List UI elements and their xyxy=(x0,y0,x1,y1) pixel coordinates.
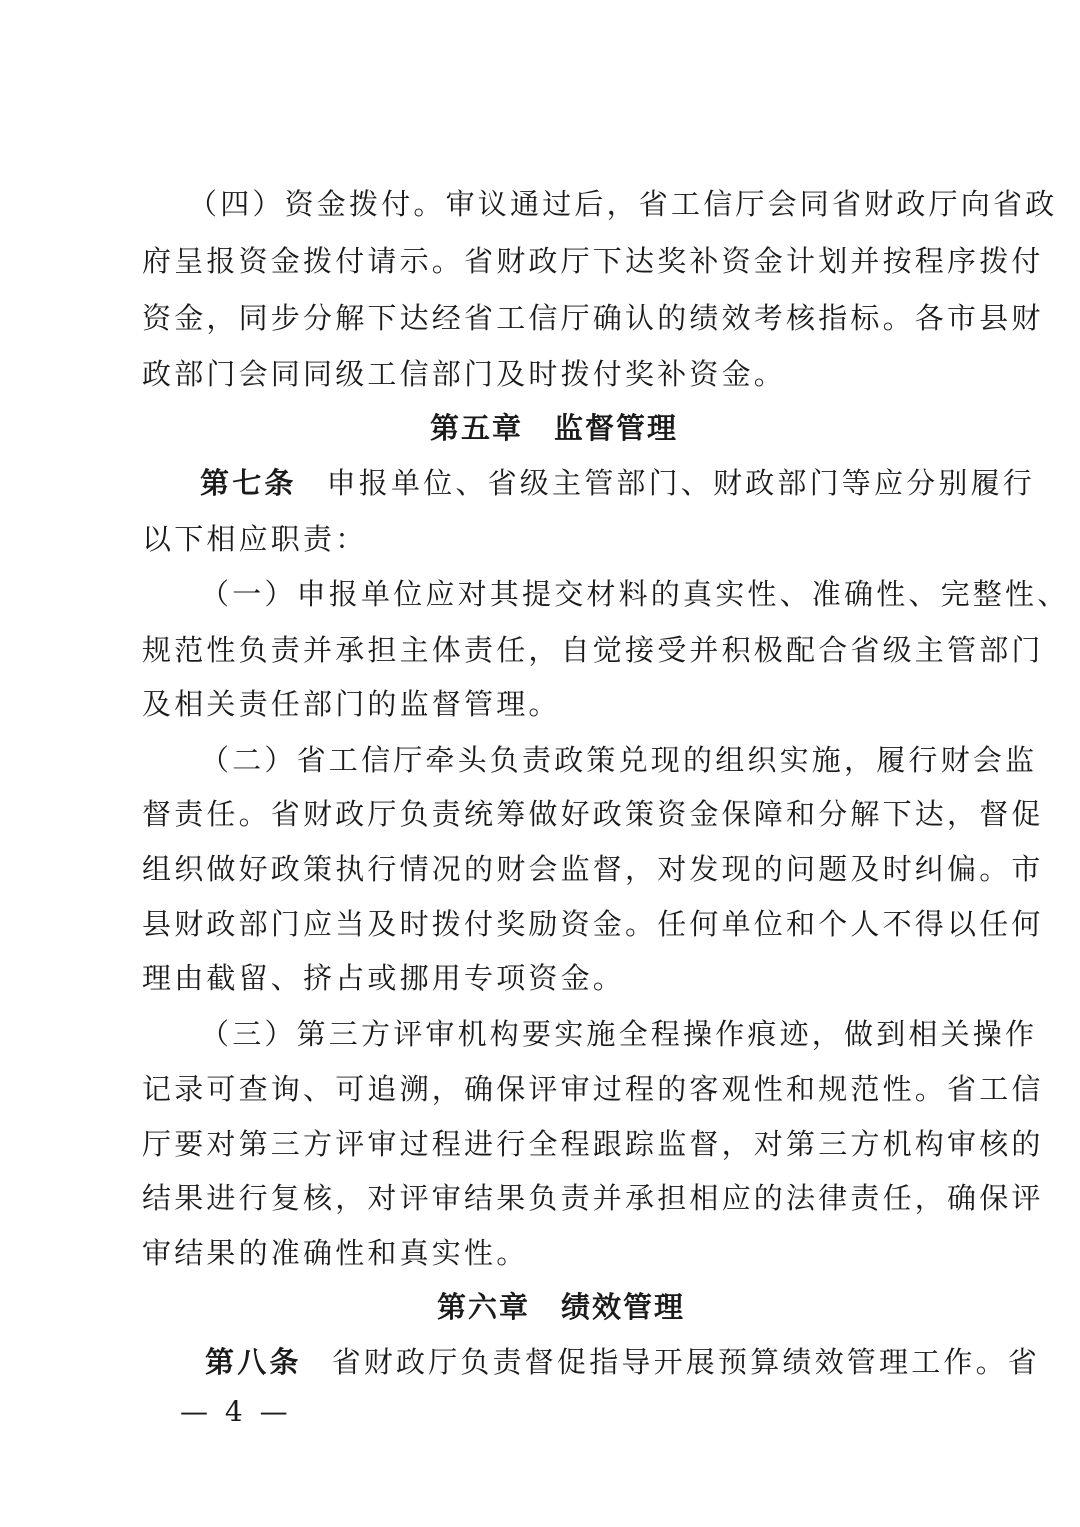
article-8-text: 省财政厅负责督促指导开展预算绩效管理工作。省 xyxy=(331,1345,1041,1379)
chapter-5-heading: 第五章 监督管理 xyxy=(430,411,679,445)
item3-line-5: 审结果的准确性和真实性。 xyxy=(142,1236,529,1270)
article-8-label: 第八条 xyxy=(205,1345,302,1379)
item2-line-5: 理由截留、挤占或挪用专项资金。 xyxy=(142,961,626,995)
item1-line-3: 及相关责任部门的监督管理。 xyxy=(142,687,561,721)
item3-line-1: （三）第三方评审机构要实施全程操作痕迹，做到相关操作 xyxy=(200,1017,1038,1051)
page-number: — 4 — xyxy=(180,1395,292,1428)
article-7-label: 第七条 xyxy=(200,466,297,500)
item3-line-3: 厅要对第三方评审过程进行全程跟踪监督，对第三方机构审核的 xyxy=(142,1127,1044,1161)
para1-line-4: 政部门会同同级工信部门及时拨付奖补资金。 xyxy=(142,357,787,391)
article-8-line-1 xyxy=(205,1342,1040,1382)
para1-line-3: 资金，同步分解下达经省工信厅确认的绩效考核指标。各市县财 xyxy=(142,301,1044,335)
article-7-text: 申报单位、省级主管部门、财政部门等应分别履行 xyxy=(326,466,1036,500)
item1-line-1: （一）申报单位应对其提交材料的真实性、准确性、完整性、 xyxy=(200,577,1070,611)
item2-line-3: 组织做好政策执行情况的财会监督，对发现的问题及时纠偏。市 xyxy=(142,852,1044,886)
article-7-line-1 xyxy=(200,463,1035,503)
item2-line-4: 县财政部门应当及时拨付奖励资金。任何单位和个人不得以任何 xyxy=(142,907,1044,941)
para1-line-1: （四）资金拨付。审议通过后，省工信厅会同省财政厅向省政 xyxy=(188,187,1058,221)
article-7-line-2: 以下相应职责： xyxy=(142,522,368,556)
item3-line-4: 结果进行复核，对评审结果负责并承担相应的法律责任，确保评 xyxy=(142,1181,1044,1215)
item2-line-1: （二）省工信厅牵头负责政策兑现的组织实施，履行财会监 xyxy=(200,743,1038,777)
para1-line-2: 府呈报资金拨付请示。省财政厅下达奖补资金计划并按程序拨付 xyxy=(142,244,1044,278)
item3-line-2: 记录可查询、可追溯，确保评审过程的客观性和规范性。省工信 xyxy=(142,1072,1044,1106)
item1-line-2: 规范性负责并承担主体责任，自觉接受并积极配合省级主管部门 xyxy=(142,633,1044,667)
item2-line-2: 督责任。省财政厅负责统筹做好政策资金保障和分解下达，督促 xyxy=(142,797,1044,831)
chapter-6-heading: 第六章 绩效管理 xyxy=(437,1290,686,1324)
